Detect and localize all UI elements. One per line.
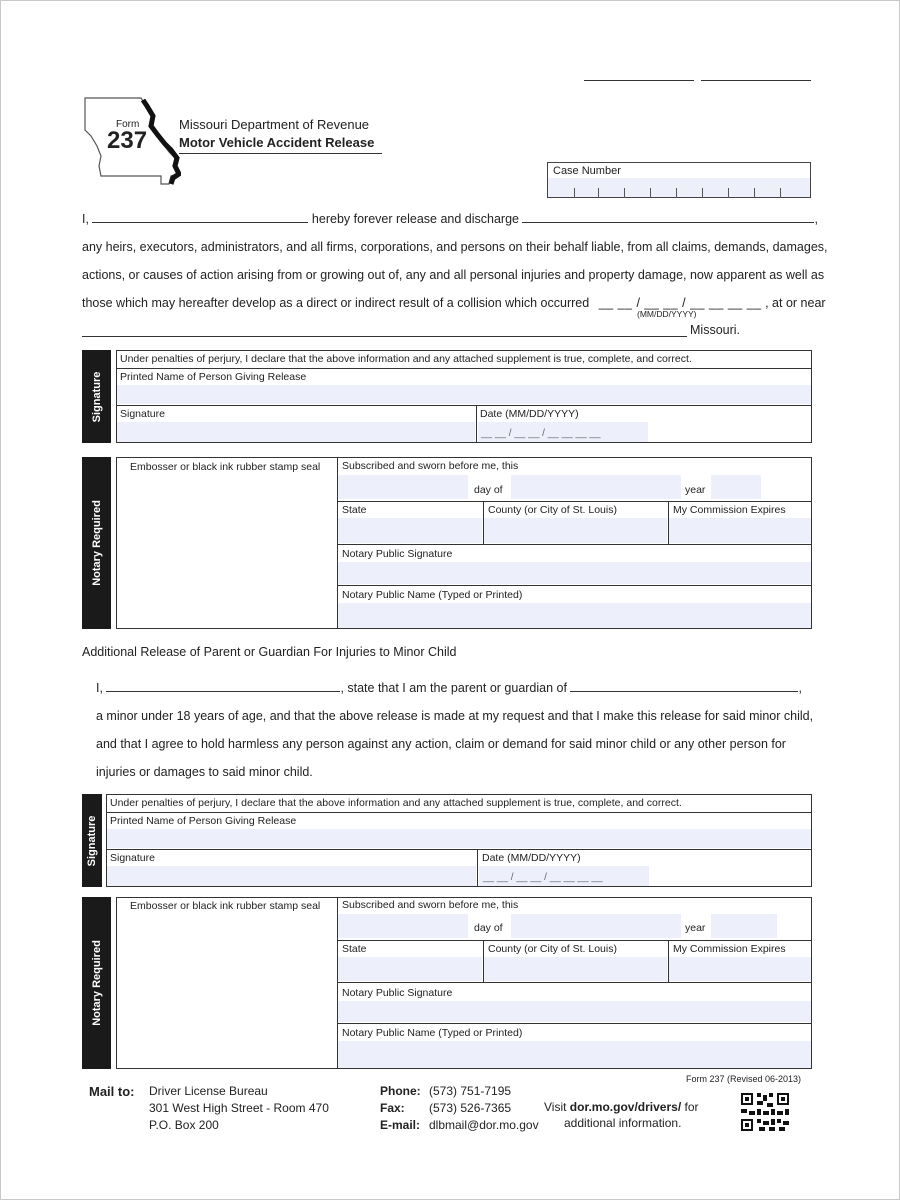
notary-name-label-1: Notary Public Name (Typed or Printed) — [342, 589, 523, 601]
case-tick — [702, 188, 703, 198]
guardian-line-4: injuries or damages to said minor child. — [96, 765, 313, 779]
year-input-2[interactable] — [711, 914, 777, 938]
commission-input-1[interactable] — [669, 518, 811, 543]
visit-suffix: for — [681, 1100, 699, 1114]
minor-name-field[interactable] — [570, 681, 798, 692]
state-input-1[interactable] — [338, 518, 482, 543]
case-tick — [754, 188, 755, 198]
date-label-1: Date (MM/DD/YYYY) — [480, 408, 579, 420]
signature-label-1: Signature — [120, 408, 165, 420]
release-line-1 — [82, 212, 818, 226]
case-tick — [624, 188, 625, 198]
day-of-label-1: day of — [474, 484, 503, 496]
state-label-1: State — [342, 504, 367, 516]
guardian-name-field[interactable] — [106, 681, 340, 692]
printed-name-label-1: Printed Name of Person Giving Release — [120, 371, 307, 383]
printed-name-input-1[interactable] — [117, 385, 811, 404]
case-tick — [728, 188, 729, 198]
release-line-4-text: those which may hereafter develop as a direct or indirect result of a collision which occurred — [82, 296, 590, 310]
county-input-2[interactable] — [484, 957, 667, 981]
perjury-declaration-1: Under penalties of perjury, I declare that the above information and any attached supplement is true, complete, and correct. — [120, 353, 692, 365]
date-blanks-1: __ __ / __ __ / __ __ __ __ — [481, 428, 601, 439]
case-tick — [676, 188, 677, 198]
missouri-text: Missouri. — [690, 323, 741, 337]
divider — [477, 849, 478, 887]
release-comma: , — [814, 212, 818, 226]
day-of-label-2: day of — [474, 922, 503, 934]
notary-tab-1 — [82, 457, 111, 629]
divider — [337, 1023, 812, 1024]
printed-name-label-2: Printed Name of Person Giving Release — [110, 815, 297, 827]
county-input-1[interactable] — [484, 518, 667, 543]
divider — [337, 982, 812, 983]
released-party-field[interactable] — [522, 212, 814, 223]
date-format-hint: (MM/DD/YYYY) — [637, 309, 697, 319]
divider — [106, 812, 812, 813]
month-input-1[interactable] — [511, 475, 681, 499]
fax-label: Fax: — [380, 1101, 405, 1115]
release-line-2: any heirs, executors, administrators, and all firms, corporations, and persons on their behalf liable, from all claims, demands, damages, — [82, 240, 828, 254]
county-label-1: County (or City of St. Louis) — [488, 504, 617, 516]
year-input-1[interactable] — [711, 475, 761, 499]
revision-note: Form 237 (Revised 06-2013) — [686, 1074, 802, 1084]
guardian-line-1 — [96, 681, 802, 695]
day-input-1[interactable] — [338, 475, 468, 499]
notary-signature-input-2[interactable] — [338, 1001, 811, 1022]
day-input-2[interactable] — [338, 914, 468, 938]
phone-label: Phone: — [380, 1084, 421, 1098]
divider — [337, 544, 812, 545]
divider — [116, 405, 812, 406]
notary-tab-2-label: Notary Required — [90, 940, 103, 1026]
signature-tab-2-label: Signature — [86, 815, 98, 866]
date-blanks-2: __ __ / __ __ / __ __ __ __ — [483, 872, 603, 883]
release-line-4 — [82, 296, 826, 310]
divider — [337, 501, 812, 502]
guardian-line-3: and that I agree to hold harmless any person against any action, claim or demand for said minor child or any other person for — [96, 737, 786, 751]
date-label-2: Date (MM/DD/YYYY) — [482, 852, 581, 864]
divider — [116, 368, 812, 369]
subscribed-label-2: Subscribed and sworn before me, this — [342, 899, 519, 911]
case-number-input[interactable] — [548, 178, 810, 197]
guardian-heading: Additional Release of Parent or Guardian For Injuries to Minor Child — [82, 645, 457, 659]
phone-number: (573) 751-7195 — [429, 1084, 512, 1098]
form-label: Form — [116, 119, 140, 130]
visit-line-1 — [544, 1100, 699, 1114]
case-tick — [650, 188, 651, 198]
form-number: 237 — [107, 127, 148, 154]
case-tick — [780, 188, 781, 198]
email-label: E-mail: — [380, 1118, 421, 1132]
case-tick — [598, 188, 599, 198]
guardian-line-2: a minor under 18 years of age, and that the above release is made at my request and that I make this release for said minor child, — [96, 709, 814, 723]
subscribed-label-1: Subscribed and sworn before me, this — [342, 460, 519, 472]
signature-tab-2 — [82, 794, 102, 887]
release-hereby-text: hereby forever release and discharge — [311, 212, 519, 226]
top-line-1 — [584, 80, 694, 81]
year-label-1: year — [685, 484, 706, 496]
commission-input-2[interactable] — [669, 957, 811, 981]
commission-label-2: My Commission Expires — [673, 943, 786, 955]
release-i: I, — [82, 212, 89, 226]
signature-input-1[interactable] — [117, 422, 475, 442]
seal-label-1: Embosser or black ink rubber stamp seal — [130, 461, 321, 473]
divider — [106, 849, 812, 850]
signature-label-2: Signature — [110, 852, 155, 864]
commission-label-1: My Commission Expires — [673, 504, 786, 516]
visit-line-2: additional information. — [564, 1116, 682, 1130]
fax-number: (573) 526-7365 — [429, 1101, 512, 1115]
form-title: Motor Vehicle Accident Release — [179, 135, 375, 150]
notary-name-input-1[interactable] — [338, 603, 811, 628]
printed-name-input-2[interactable] — [107, 829, 811, 848]
perjury-declaration-2: Under penalties of perjury, I declare that the above information and any attached supplement is true, complete, and correct. — [110, 797, 682, 809]
signature-tab-1 — [82, 350, 111, 443]
website-link[interactable]: dor.mo.gov/drivers/ — [569, 1100, 682, 1114]
mail-address-line-1: Driver License Bureau — [149, 1084, 268, 1098]
divider — [476, 405, 477, 443]
collision-date-field[interactable]: __ __ / __ __ / __ __ __ __ — [598, 296, 762, 310]
case-number-box — [547, 162, 811, 198]
divider — [337, 940, 812, 941]
qr-code-icon — [741, 1093, 789, 1131]
notary-tab-2 — [82, 897, 111, 1069]
department-name: Missouri Department of Revenue — [179, 117, 370, 132]
notary-name-input-2[interactable] — [338, 1041, 811, 1068]
at-or-near-text: , at or near — [765, 296, 826, 310]
case-number-label: Case Number — [553, 165, 621, 177]
state-input-2[interactable] — [338, 957, 482, 981]
visit-prefix: Visit — [544, 1100, 570, 1114]
guardian-i: I, — [96, 681, 103, 695]
location-field[interactable] — [82, 336, 687, 337]
notary-signature-label-2: Notary Public Signature — [342, 987, 453, 999]
title-underline — [179, 153, 382, 154]
state-label-2: State — [342, 943, 367, 955]
case-tick — [574, 188, 575, 198]
notary-tab-1-label: Notary Required — [90, 500, 103, 586]
release-line-3: actions, or causes of action arising from or growing out of, any and all personal injuries and property damage, now apparent as well as — [82, 268, 825, 282]
month-input-2[interactable] — [511, 914, 681, 938]
divider — [337, 585, 812, 586]
notary-signature-input-1[interactable] — [338, 562, 811, 584]
email-address[interactable]: dlbmail@dor.mo.gov — [429, 1118, 539, 1132]
mail-to-label: Mail to: — [89, 1084, 135, 1099]
top-line-2 — [701, 80, 811, 81]
guardian-comma: , — [798, 681, 802, 695]
mail-address-line-2: 301 West High Street - Room 470 — [149, 1101, 329, 1115]
signature-tab-1-label: Signature — [90, 371, 103, 422]
guardian-state-text: , state that I am the parent or guardian of — [340, 681, 567, 695]
year-label-2: year — [685, 922, 706, 934]
releasor-name-field[interactable] — [92, 212, 308, 223]
mail-address-line-3: P.O. Box 200 — [149, 1118, 219, 1132]
signature-input-2[interactable] — [107, 866, 476, 886]
county-label-2: County (or City of St. Louis) — [488, 943, 617, 955]
seal-label-2: Embosser or black ink rubber stamp seal — [130, 900, 321, 912]
notary-signature-label-1: Notary Public Signature — [342, 548, 453, 560]
notary-name-label-2: Notary Public Name (Typed or Printed) — [342, 1027, 523, 1039]
